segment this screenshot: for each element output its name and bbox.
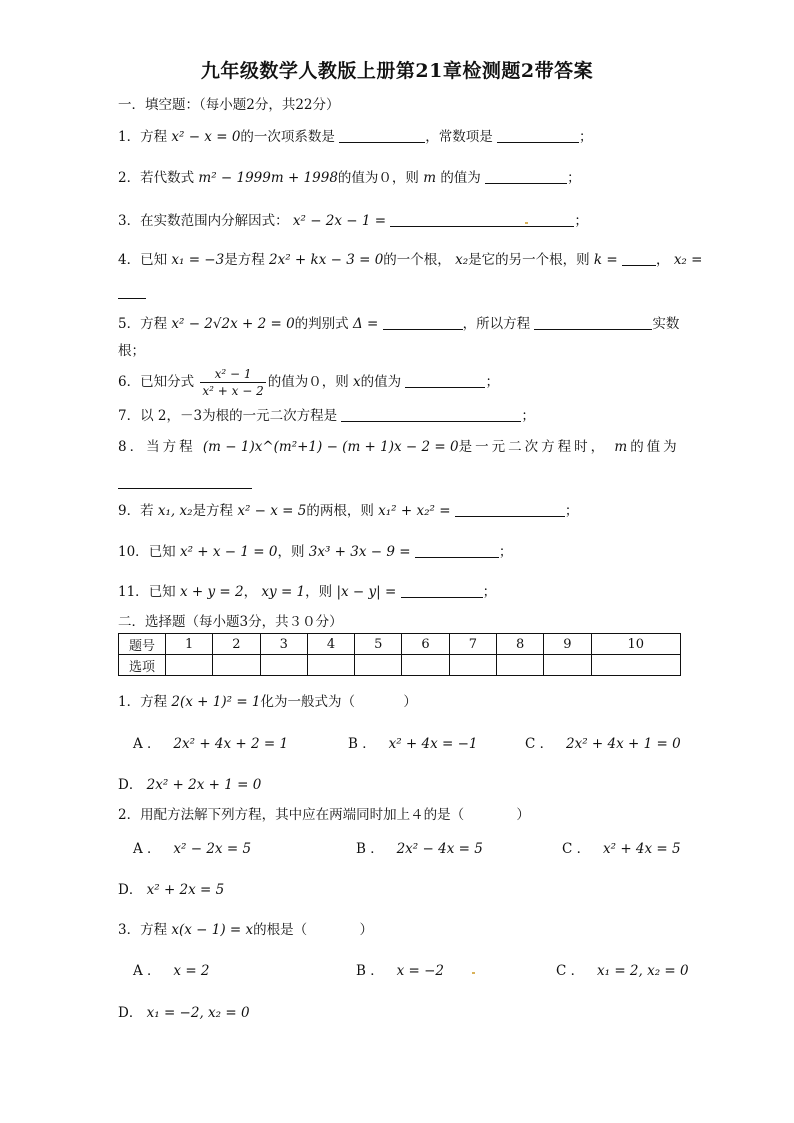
option-d[interactable]: D． x₁ = −2, x₂ = 0 xyxy=(118,1005,250,1021)
choice-question-3: 3．方程 x(x − 1) = x的根是（ ） xyxy=(118,922,373,938)
table-cell: 3 xyxy=(260,634,307,655)
option-d[interactable]: D． x² + 2x = 5 xyxy=(118,882,225,898)
table-cell: 6 xyxy=(402,634,449,655)
answer-cell[interactable] xyxy=(355,655,402,676)
option-b[interactable]: B ． x = −2 xyxy=(356,963,445,979)
question-1-3: 3．在实数范围内分解因式： x² − 2x − 1 = ； xyxy=(118,213,588,229)
table-cell: 8 xyxy=(496,634,543,655)
answer-blank[interactable] xyxy=(341,407,521,422)
answer-blank[interactable] xyxy=(401,583,483,598)
answer-cell[interactable] xyxy=(402,655,449,676)
table-cell: 1 xyxy=(166,634,213,655)
section-2-heading: 二．选择题（每小题3分，共３０分） xyxy=(118,614,343,630)
table-row xyxy=(119,634,681,655)
answer-cell[interactable] xyxy=(591,655,680,676)
answer-cell[interactable] xyxy=(213,655,260,676)
option-c[interactable]: C ． 2x² + 4x + 1 = 0 xyxy=(525,736,681,752)
table-cell: 5 xyxy=(355,634,402,655)
table-cell: 9 xyxy=(544,634,591,655)
option-c[interactable]: C ． x₁ = 2, x₂ = 0 xyxy=(556,963,689,979)
option-a[interactable]: A ． x = 2 xyxy=(133,963,210,979)
option-d[interactable]: D． 2x² + 2x + 1 = 0 xyxy=(118,777,262,793)
answer-blank[interactable] xyxy=(390,212,574,227)
answer-blank[interactable] xyxy=(118,284,146,299)
question-1-11: 11．已知 x + y = 2， xy = 1，则 |x − y| = ； xyxy=(118,584,497,600)
question-1-4-cont xyxy=(118,284,146,302)
answer-table xyxy=(118,633,681,676)
answer-cell[interactable] xyxy=(544,655,591,676)
question-1-5: 5．方程 x² − 2√2x + 2 = 0的判别式 Δ = ，所以方程 实数 xyxy=(118,316,680,332)
answer-cell[interactable] xyxy=(307,655,354,676)
option-c[interactable]: C ． x² + 4x = 5 xyxy=(562,841,681,857)
option-a[interactable]: A ． 2x² + 4x + 2 = 1 xyxy=(133,736,289,752)
scan-mark xyxy=(472,972,475,974)
table-cell: 10 xyxy=(591,634,680,655)
table-header-cell: 选项 xyxy=(119,655,166,676)
answer-cell[interactable] xyxy=(260,655,307,676)
question-1-2: 2．若代数式 m² − 1999m + 1998的值为０，则 m 的值为 ； xyxy=(118,170,581,186)
choice-question-2: 2．用配方法解下列方程，其中应在两端同时加上４的是（ ） xyxy=(118,807,530,823)
question-1-8: 8．当方程 (m − 1)x^(m²+1) − (m + 1)x − 2 = 0是一元二次方程时， m的值为 xyxy=(118,439,680,455)
answer-blank[interactable] xyxy=(415,543,499,558)
question-1-10: 10．已知 x² + x − 1 = 0，则 3x³ + 3x − 9 = ； xyxy=(118,544,513,560)
scan-mark xyxy=(525,222,528,224)
table-header-cell: 题号 xyxy=(119,634,166,655)
choice-question-1: 1．方程 2(x + 1)² = 1化为一般式为（ ） xyxy=(118,694,417,710)
option-a[interactable]: A ． x² − 2x = 5 xyxy=(133,841,252,857)
fraction: $\frac{\text{x² − 1}}{\text{x² + x − 2}}$ xyxy=(202,367,264,398)
question-1-1: 1．方程 x² − x = 0的一次项系数是 ，常数项是 ； xyxy=(118,129,593,145)
answer-blank[interactable] xyxy=(339,128,425,143)
question-1-4: 4．已知 x₁ = −3是方程 2x² + kx − 3 = 0的一个根， x₂是它的另一个根，则 k = ， x₂ = xyxy=(118,252,703,268)
answer-blank[interactable] xyxy=(405,373,485,388)
answer-blank[interactable] xyxy=(118,474,252,489)
page-title: 九年级数学人教版上册第21章检测题2带答案 xyxy=(200,60,594,82)
answer-cell[interactable] xyxy=(166,655,213,676)
answer-blank[interactable] xyxy=(383,315,463,330)
answer-blank[interactable] xyxy=(622,251,656,266)
table-cell: 7 xyxy=(449,634,496,655)
answer-blank[interactable] xyxy=(497,128,579,143)
table-cell: 2 xyxy=(213,634,260,655)
answer-cell[interactable] xyxy=(496,655,543,676)
option-b[interactable]: B ． x² + 4x = −1 xyxy=(348,736,478,752)
table-cell: 4 xyxy=(307,634,354,655)
question-1-8-cont xyxy=(118,474,252,492)
answer-blank[interactable] xyxy=(485,169,567,184)
answer-blank[interactable] xyxy=(455,502,565,517)
answer-blank[interactable] xyxy=(534,315,652,330)
answer-cell[interactable] xyxy=(449,655,496,676)
option-b[interactable]: B ． 2x² − 4x = 5 xyxy=(356,841,483,857)
question-1-7: 7．以 2，－3为根的一元二次方程是 ； xyxy=(118,408,535,424)
table-row xyxy=(119,655,681,676)
question-1-6: 6．已知分式 $\frac{\text{x² − 1}}{\text{x² + x − 2}}$ 的值为０，则 x的值为 ； xyxy=(118,367,499,398)
question-1-9: 9．若 x₁, x₂是方程 x² − x = 5的两根，则 x₁² + x₂² = ； xyxy=(118,503,579,519)
section-1-heading: 一．填空题：（每小题2分，共22分） xyxy=(118,97,340,113)
question-1-5-cont: 根； xyxy=(118,343,145,359)
